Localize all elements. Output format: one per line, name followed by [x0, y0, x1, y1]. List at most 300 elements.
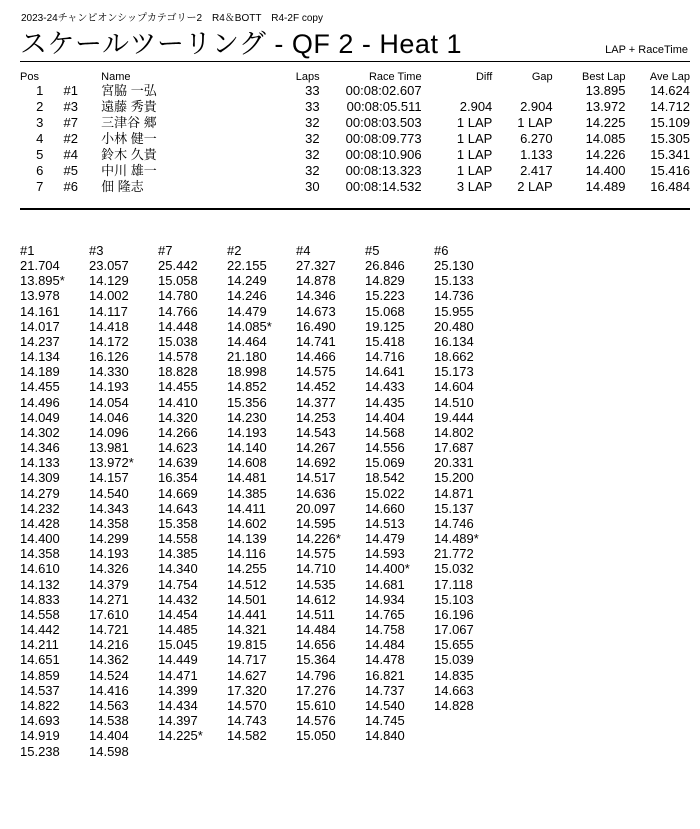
lap-time: 15.418	[365, 333, 405, 349]
lap-time: 14.934	[365, 591, 405, 607]
lap-time: 14.736	[434, 288, 474, 304]
lap-time: 14.575	[296, 546, 336, 562]
lap-time: 14.612	[296, 591, 336, 607]
lap-time: 14.385	[158, 546, 198, 562]
result-name: 小林 健一	[101, 131, 157, 146]
lap-time: 14.513	[365, 515, 405, 531]
lap-time: 14.449	[158, 652, 198, 668]
header-diff: Diff	[475, 71, 493, 83]
lap-column	[158, 243, 226, 744]
lap-time: 14.129	[89, 273, 129, 289]
lap-time: 14.636	[296, 485, 336, 501]
lap-time: 15.038	[158, 333, 198, 349]
lap-time: 14.211	[20, 637, 59, 653]
lap-time: 14.780	[158, 288, 198, 304]
result-name: 三津谷 郷	[101, 115, 157, 130]
lap-time: 14.434	[158, 697, 198, 713]
result-ave-lap: 15.341	[650, 147, 690, 162]
lap-time: 18.828	[158, 364, 198, 380]
result-row	[20, 115, 690, 131]
lap-time: 16.354	[158, 470, 198, 486]
lap-time: 14.302	[20, 424, 60, 440]
lap-time: 14.054	[89, 394, 129, 410]
lap-time: 14.754	[158, 576, 198, 592]
lap-time: 14.535	[296, 576, 336, 592]
lap-time: 16.821	[365, 667, 405, 683]
result-gap: 2 LAP	[517, 179, 553, 194]
lap-time: 16.196	[434, 606, 474, 622]
lap-time: 14.416	[89, 682, 129, 698]
result-laps: 33	[305, 83, 320, 98]
lap-time: 14.765	[365, 606, 405, 622]
result-row	[20, 131, 690, 147]
lap-time: 17.687	[434, 440, 474, 456]
result-best-lap: 14.085	[585, 131, 626, 146]
result-best-lap: 14.226	[585, 147, 626, 162]
lap-time: 14.743	[227, 713, 267, 729]
lap-time: 14.299	[89, 531, 129, 547]
result-laps: 32	[305, 131, 320, 146]
lap-column	[20, 243, 88, 759]
lap-time: 14.576	[296, 713, 336, 729]
lap-time: 14.833	[20, 591, 60, 607]
lap-time: 14.226*	[296, 531, 341, 547]
lap-time: 14.746	[434, 515, 474, 531]
lap-time: 14.046	[89, 409, 129, 425]
result-laps: 32	[305, 115, 320, 130]
lap-time: 14.595	[296, 515, 336, 531]
lap-time: 14.049	[20, 409, 60, 425]
lap-time: 14.829	[365, 273, 405, 289]
lap-time: 14.225*	[158, 728, 203, 744]
result-race-time: 00:08:02.607	[345, 83, 422, 98]
lap-time: 14.639	[158, 455, 198, 471]
header-laps: Laps	[295, 71, 320, 83]
result-diff: 1 LAP	[456, 115, 493, 130]
lap-time: 15.137	[434, 500, 474, 516]
lap-time: 14.598	[89, 743, 129, 759]
result-diff: 2.904	[459, 99, 493, 114]
lap-time: 17.276	[296, 682, 336, 698]
header-pos: Pos	[20, 71, 39, 83]
lap-time: 14.717	[227, 652, 267, 668]
lap-time: 16.126	[89, 349, 129, 365]
lap-time: 14.343	[89, 500, 129, 516]
lap-time: 14.489*	[434, 531, 479, 547]
lap-time: 14.517	[296, 470, 336, 486]
page-title: スケールツーリング - QF 2 - Heat 1	[20, 29, 462, 59]
result-pos: 4	[36, 131, 44, 146]
lap-time: 14.673	[296, 303, 336, 319]
lap-time: 14.133	[20, 455, 60, 471]
result-diff: 1 LAP	[456, 163, 493, 178]
lap-time: 14.454	[158, 606, 198, 622]
result-race-time: 00:08:10.906	[345, 147, 422, 162]
lap-time: 14.358	[89, 515, 129, 531]
lap-time: 14.766	[158, 303, 198, 319]
lap-time: 13.895*	[20, 273, 65, 289]
lap-time: 14.085*	[227, 318, 272, 334]
lap-time: 13.981	[89, 440, 129, 456]
lap-column-driver: #7	[158, 243, 173, 258]
result-gap: 6.270	[520, 131, 553, 146]
lap-time: 14.397	[158, 713, 198, 729]
lap-time: 14.693	[20, 713, 60, 729]
lap-time: 19.125	[365, 318, 405, 334]
lap-time: 14.540	[365, 697, 405, 713]
lap-time: 15.610	[296, 697, 336, 713]
lap-time: 14.575	[296, 364, 336, 380]
lap-time: 14.660	[365, 500, 405, 516]
lap-time: 15.356	[227, 394, 267, 410]
lap-time: 15.223	[365, 288, 405, 304]
result-row	[20, 163, 690, 179]
result-gap: 2.417	[520, 163, 553, 178]
lap-time: 15.022	[365, 485, 405, 501]
event-subtitle: 2023-24チャンピオンシップカテゴリー2 R4＆BOTT R4-2F copy	[21, 13, 323, 24]
lap-time: 14.326	[89, 561, 129, 577]
lap-time: 14.796	[296, 667, 336, 683]
lap-column-driver: #5	[365, 243, 380, 258]
lap-time: 15.039	[434, 652, 474, 668]
lap-time: 14.249	[227, 273, 267, 289]
lap-time: 14.193	[227, 424, 267, 440]
lap-time: 14.410	[158, 394, 198, 410]
result-ave-lap: 14.624	[650, 83, 690, 98]
lap-time: 14.096	[89, 424, 129, 440]
lap-time: 14.540	[89, 485, 129, 501]
result-name: 宮脇 一弘	[101, 83, 157, 98]
lap-time: 20.331	[434, 455, 474, 471]
result-gap	[492, 83, 552, 99]
lap-time: 15.069	[365, 455, 405, 471]
result-ave-lap: 14.712	[650, 99, 690, 114]
lap-time: 14.230	[227, 409, 267, 425]
lap-time: 15.200	[434, 470, 474, 486]
lap-time: 22.155	[227, 258, 267, 273]
lap-time: 14.321	[227, 622, 267, 638]
lap-column	[89, 243, 157, 759]
result-row	[20, 99, 690, 115]
lap-time: 14.340	[158, 561, 198, 577]
result-row	[20, 147, 690, 163]
result-pos: 6	[36, 163, 44, 178]
lap-time: 17.610	[89, 606, 129, 622]
header-ave-lap: Ave Lap	[649, 71, 690, 83]
lap-time: 14.828	[434, 697, 474, 713]
lap-time: 25.442	[158, 258, 198, 273]
lap-time: 14.651	[20, 652, 60, 668]
lap-time: 14.485	[158, 622, 198, 638]
lap-time: 14.563	[89, 697, 129, 713]
lap-time: 14.578	[158, 349, 198, 365]
lap-time: 17.067	[434, 622, 474, 638]
results-table	[20, 71, 690, 195]
lap-time: 20.097	[296, 500, 336, 516]
result-laps: 32	[305, 147, 320, 162]
lap-time: 14.232	[20, 500, 60, 516]
lap-time: 14.385	[227, 485, 267, 501]
lap-time: 14.279	[20, 485, 60, 501]
result-gap: 2.904	[520, 99, 553, 114]
lap-time: 14.253	[296, 409, 336, 425]
lap-column	[296, 243, 364, 744]
lap-time: 20.480	[434, 318, 474, 334]
lap-time: 14.379	[89, 576, 129, 592]
result-name: 鈴木 久貴	[101, 147, 157, 162]
lap-time: 14.237	[20, 333, 60, 349]
result-car-number: #5	[63, 163, 78, 178]
lap-time: 14.117	[89, 303, 128, 319]
result-ave-lap: 15.416	[650, 163, 690, 178]
lap-time: 14.471	[158, 667, 198, 683]
lap-time: 14.537	[20, 682, 60, 698]
lap-time: 14.852	[227, 379, 267, 395]
lap-time: 14.822	[20, 697, 60, 713]
lap-column-driver: #6	[434, 243, 449, 258]
header-name: Name	[101, 71, 131, 83]
result-gap: 1.133	[520, 147, 553, 162]
result-car-number: #1	[63, 83, 78, 98]
result-laps: 32	[305, 163, 320, 178]
lap-time: 27.327	[296, 258, 336, 273]
lap-time: 15.238	[20, 743, 60, 759]
lap-time: 14.669	[158, 485, 198, 501]
lap-time: 14.400	[20, 531, 60, 547]
report-format-label: LAP + RaceTime	[605, 44, 688, 56]
lap-time: 26.846	[365, 258, 405, 273]
result-name: 中川 雄一	[101, 163, 157, 178]
result-ave-lap: 16.484	[650, 179, 690, 194]
lap-time: 19.815	[227, 637, 267, 653]
lap-time: 14.484	[365, 637, 405, 653]
lap-time: 14.433	[365, 379, 405, 395]
lap-time: 17.118	[434, 576, 473, 592]
lap-time: 14.267	[296, 440, 336, 456]
lap-time: 14.246	[227, 288, 267, 304]
result-diff: 1 LAP	[456, 131, 493, 146]
lap-time: 14.737	[365, 682, 405, 698]
result-race-time: 00:08:14.532	[345, 179, 422, 194]
lap-time: 14.859	[20, 667, 60, 683]
lap-time: 14.802	[434, 424, 474, 440]
lap-time: 14.558	[158, 531, 198, 547]
lap-column-driver: #3	[89, 243, 104, 258]
result-pos: 1	[36, 83, 44, 98]
lap-time: 14.346	[296, 288, 336, 304]
lap-column	[227, 243, 295, 744]
lap-column	[365, 243, 433, 744]
lap-time: 14.441	[227, 606, 267, 622]
results-header-row	[20, 71, 690, 83]
lap-time: 14.435	[365, 394, 405, 410]
lap-time: 14.134	[20, 349, 60, 365]
lap-time: 15.173	[434, 364, 474, 380]
lap-time: 14.481	[227, 470, 267, 486]
lap-time: 14.377	[296, 394, 336, 410]
lap-time: 14.330	[89, 364, 129, 380]
lap-time: 14.309	[20, 470, 60, 486]
lap-time: 14.501	[227, 591, 267, 607]
lap-time: 14.582	[227, 728, 267, 744]
lap-time: 14.538	[89, 713, 129, 729]
result-race-time: 00:08:05.511	[346, 99, 422, 114]
lap-time: 14.132	[20, 576, 60, 592]
lap-column-driver: #2	[227, 243, 242, 258]
lap-time: 21.704	[20, 258, 60, 273]
result-diff: 3 LAP	[456, 179, 493, 194]
lap-time: 14.442	[20, 622, 60, 638]
result-car-number: #6	[63, 179, 78, 194]
lap-time: 14.692	[296, 455, 336, 471]
lap-time: 14.663	[434, 682, 474, 698]
lap-time: 14.411	[227, 500, 266, 516]
lap-time: 14.721	[89, 622, 129, 638]
header-car-number	[60, 71, 102, 83]
lap-time: 14.140	[227, 440, 267, 456]
lap-time: 14.346	[20, 440, 60, 456]
result-name: 佃 隆志	[101, 179, 144, 194]
lap-time: 14.745	[365, 713, 405, 729]
lap-time: 14.216	[89, 637, 129, 653]
lap-time: 14.455	[20, 379, 60, 395]
lap-time: 16.490	[296, 318, 336, 334]
result-row	[20, 179, 690, 195]
lap-time: 15.058	[158, 273, 198, 289]
result-car-number: #2	[63, 131, 78, 146]
lap-time: 14.543	[296, 424, 336, 440]
lap-time: 14.002	[89, 288, 129, 304]
lap-time: 14.320	[158, 409, 198, 425]
lap-time: 14.919	[20, 728, 60, 744]
lap-time: 14.255	[227, 561, 267, 577]
lap-time: 14.758	[365, 622, 405, 638]
lap-time: 17.320	[227, 682, 267, 698]
lap-time: 14.608	[227, 455, 267, 471]
result-ave-lap: 15.109	[650, 115, 690, 130]
lap-time: 14.428	[20, 515, 60, 531]
lap-time: 14.448	[158, 318, 198, 334]
lap-time: 14.358	[20, 546, 60, 562]
result-best-lap: 13.972	[585, 99, 626, 114]
lap-time: 21.180	[227, 349, 267, 365]
result-pos: 5	[36, 147, 44, 162]
lap-time: 14.604	[434, 379, 474, 395]
lap-time: 14.558	[20, 606, 60, 622]
lap-time: 16.134	[434, 333, 474, 349]
lap-time: 21.772	[434, 546, 474, 562]
header-race-time: Race Time	[368, 71, 422, 83]
lap-time: 14.193	[89, 546, 129, 562]
result-car-number: #4	[63, 147, 78, 162]
result-best-lap: 14.400	[585, 163, 626, 178]
lap-time: 13.978	[20, 288, 60, 304]
result-best-lap: 14.489	[585, 179, 626, 194]
lap-time: 15.068	[365, 303, 405, 319]
lap-time: 15.133	[434, 273, 474, 289]
lap-time: 14.656	[296, 637, 336, 653]
lap-time: 14.568	[365, 424, 405, 440]
lap-time: 14.524	[89, 667, 129, 683]
lap-time: 14.172	[89, 333, 129, 349]
result-gap: 1 LAP	[517, 115, 553, 130]
lap-time: 18.998	[227, 364, 267, 380]
lap-time: 14.556	[365, 440, 405, 456]
result-pos: 2	[36, 99, 44, 114]
lap-time: 18.542	[365, 470, 405, 486]
lap-time: 19.444	[434, 409, 474, 425]
result-car-number: #7	[63, 115, 78, 130]
header-best-lap: Best Lap	[582, 71, 626, 83]
lap-time: 23.057	[89, 258, 129, 273]
result-car-number: #3	[63, 99, 78, 114]
lap-column-driver: #4	[296, 243, 311, 258]
result-diff	[422, 83, 493, 99]
result-race-time: 00:08:13.323	[345, 163, 422, 178]
result-row	[20, 83, 690, 99]
lap-time: 14.643	[158, 500, 198, 516]
lap-time: 14.627	[227, 667, 267, 683]
lap-time: 15.050	[296, 728, 336, 744]
lap-time: 14.464	[227, 333, 267, 349]
result-pos: 7	[36, 179, 44, 194]
lap-time: 14.570	[227, 697, 267, 713]
result-ave-lap: 15.305	[650, 131, 690, 146]
lap-time: 14.681	[365, 576, 405, 592]
lap-time: 14.511	[296, 606, 335, 622]
lap-time: 14.496	[20, 394, 60, 410]
lap-time: 14.139	[227, 531, 267, 547]
lap-time: 15.655	[434, 637, 474, 653]
lap-time: 14.710	[296, 561, 336, 577]
lap-column-driver: #1	[20, 243, 35, 258]
lap-time: 14.878	[296, 273, 336, 289]
lap-time: 18.662	[434, 349, 474, 365]
lap-time: 14.362	[89, 652, 129, 668]
lap-time: 14.404	[365, 409, 405, 425]
result-laps: 30	[305, 179, 320, 194]
result-name: 遠藤 秀貴	[101, 99, 157, 114]
lap-time: 25.130	[434, 258, 474, 273]
lap-time: 14.432	[158, 591, 198, 607]
lap-time: 15.364	[296, 652, 336, 668]
lap-time: 14.610	[20, 561, 60, 577]
lap-time: 15.358	[158, 515, 198, 531]
lap-time: 14.479	[227, 303, 267, 319]
bottom-divider	[20, 208, 690, 210]
lap-time: 14.593	[365, 546, 405, 562]
lap-time: 14.602	[227, 515, 267, 531]
lap-time: 14.266	[158, 424, 198, 440]
lap-time: 14.835	[434, 667, 474, 683]
lap-time: 14.271	[89, 591, 129, 607]
lap-time: 14.479	[365, 531, 405, 547]
lap-time: 14.116	[227, 546, 266, 562]
result-pos: 3	[36, 115, 44, 130]
lap-time: 14.404	[89, 728, 129, 744]
lap-time: 14.716	[365, 349, 405, 365]
lap-time: 15.032	[434, 561, 474, 577]
lap-time: 14.399	[158, 682, 198, 698]
result-laps: 33	[305, 99, 320, 114]
lap-time: 15.103	[434, 591, 474, 607]
lap-time: 14.512	[227, 576, 267, 592]
lap-time: 14.455	[158, 379, 198, 395]
lap-time: 14.478	[365, 652, 405, 668]
lap-time: 14.741	[296, 333, 336, 349]
result-race-time: 00:08:03.503	[345, 115, 422, 130]
lap-time: 14.189	[20, 364, 60, 380]
